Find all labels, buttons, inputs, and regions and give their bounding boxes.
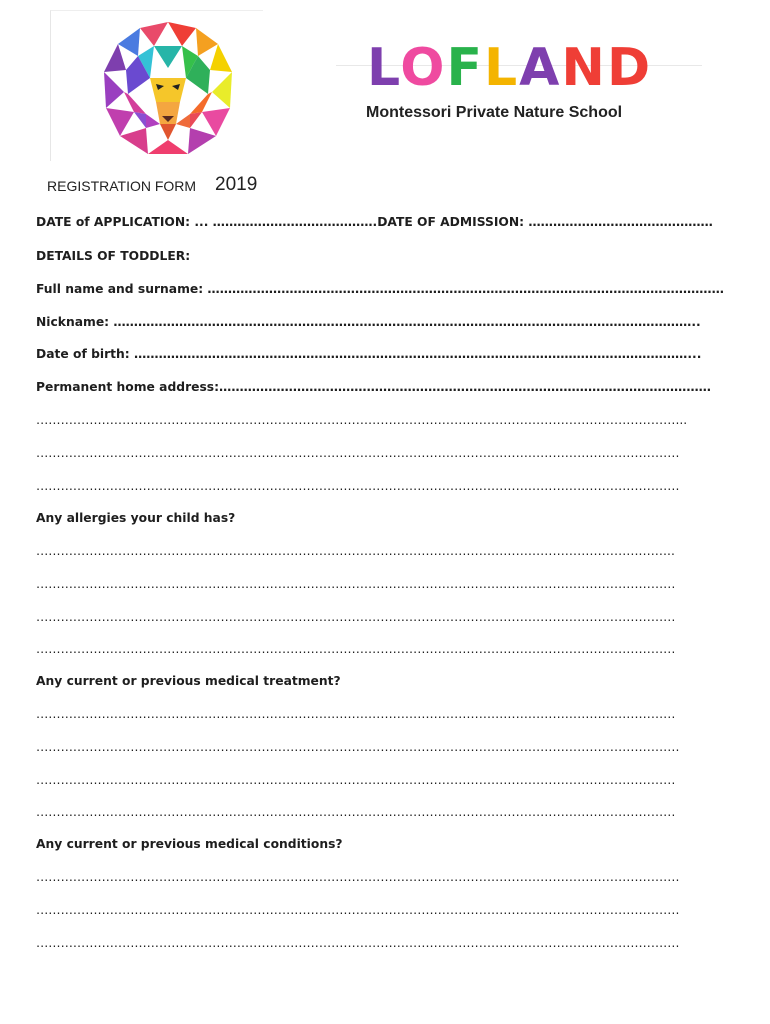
school-name: Montessori Private Nature School [366, 104, 623, 121]
lion-logo-icon [98, 20, 238, 160]
address-continuation-3[interactable]: …………………………………………………………………………………………………………………………………………. [36, 479, 680, 493]
nickname-line[interactable]: Nickname: …………………………………………………………………………………………………………………………….. [36, 315, 701, 329]
home-address-line[interactable]: Permanent home address:………………………………………………………………………………………………………… [36, 380, 711, 394]
treatment-line-1[interactable]: ………………………………………………………………………………………………………………………………………… [36, 707, 676, 721]
application-date-line[interactable]: DATE of APPLICATION: ... ………………………………….DATE OF ADMISSION: ……………………………………… [36, 215, 713, 229]
conditions-line-1[interactable]: …………………………………………………………………………………………………………………………………………. [36, 870, 680, 884]
brand-letter: L [367, 38, 401, 98]
address-continuation-1[interactable]: …………………………………………………………………………………………………………………………………………... [36, 413, 688, 427]
conditions-line-3[interactable]: …………………………………………………………………………………………………………………………………………. [36, 936, 680, 950]
date-of-birth-line[interactable]: Date of birth: ………………………………………………………………………………………………………………………... [36, 347, 702, 361]
allergies-line-4[interactable]: ………………………………………………………………………………………………………………………………………… [36, 642, 676, 656]
allergies-line-3[interactable]: ………………………………………………………………………………………………………………………………………… [36, 610, 676, 624]
brand-letter: O [400, 38, 447, 98]
full-name-line[interactable]: Full name and surname: ……………………………………………………………………………………………………………… [36, 282, 724, 296]
allergies-question: Any allergies your child has? [36, 511, 236, 525]
treatment-line-4[interactable]: ………………………………………………………………………………………………………………………………………… [36, 805, 676, 819]
allergies-line-1[interactable]: ………………………………………………………………………………………………………………………………….…….. [36, 544, 675, 558]
form-title: REGISTRATION FORM [47, 178, 197, 194]
brand-letter: D [606, 38, 653, 98]
form-year: 2019 [215, 174, 258, 195]
medical-conditions-question: Any current or previous medical conditions? [36, 837, 343, 851]
brand-letter: F [446, 38, 485, 98]
treatment-line-3[interactable]: ………………………………………………………………………………………………………………………………………… [36, 773, 676, 787]
medical-treatment-question: Any current or previous medical treatment? [36, 674, 341, 688]
brand-wordmark [367, 38, 697, 98]
treatment-line-2[interactable]: …………………………………………………………………………………………………………………………………………. [36, 740, 680, 754]
address-continuation-2[interactable]: …………………………………………………………………………………………………………………………………………. [36, 446, 680, 460]
toddler-details-heading: DETAILS OF TODDLER: [36, 249, 191, 263]
brand-letter: A [519, 38, 562, 98]
conditions-line-2[interactable]: …………………………………………………………………………………………………………………………………………. [36, 903, 680, 917]
brand-letter: L [484, 38, 520, 98]
allergies-line-2[interactable]: ………………………………………………………………………………………………………………………………………… [36, 577, 676, 591]
brand-letter: N [561, 38, 607, 98]
